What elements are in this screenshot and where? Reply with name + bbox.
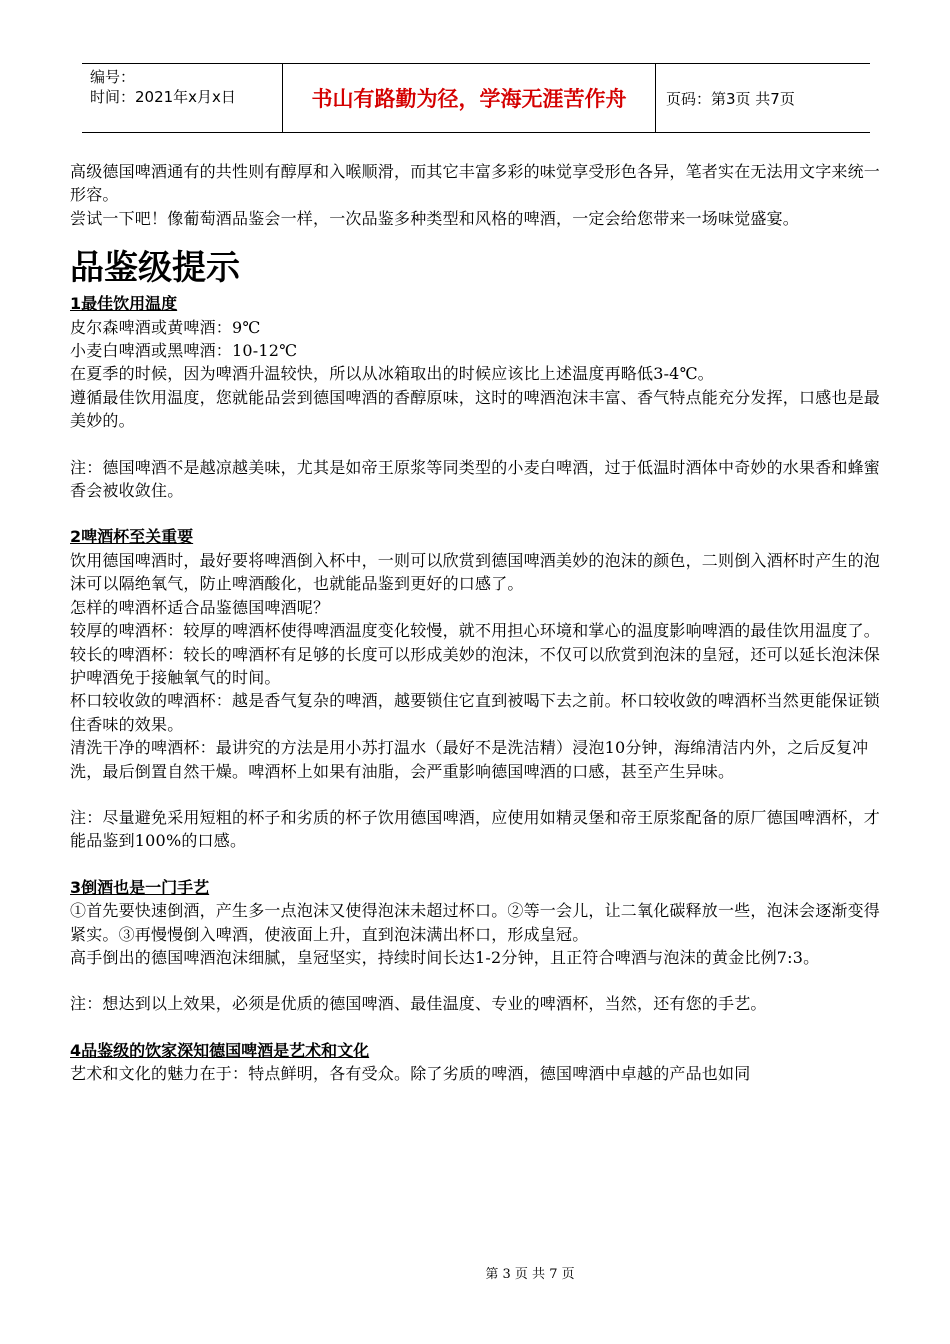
section-title: 3倒酒也是一门手艺 <box>70 877 210 897</box>
intro-paragraph: 尝试一下吧！像葡萄酒品鉴会一样，一次品鉴多种类型和风格的啤酒，一定会给您带来一场味觉盛宴。 <box>70 208 800 228</box>
section-title: 1最佳饮用温度 <box>70 294 178 314</box>
document-time-label: 时间：2021年x月x日 <box>90 88 236 106</box>
document-number-label: 编号： <box>90 68 136 86</box>
body-paragraph: 较长的啤酒杯：较长的啤酒杯有足够的长度可以形成美妙的泡沫，不仅可以欣赏到泡沫的皇冠，还可以延长泡沫保护啤酒免于接触氧气的时间。 <box>70 644 881 687</box>
header-motto-cell <box>282 64 656 132</box>
body-paragraph: 清洗干净的啤酒杯：最讲究的方法是用小苏打温水（最好不是洗洁精）浸泡10分钟，海绵清洁内外，之后反复冲洗，最后倒置自然干燥。啤酒杯上如果有油脂，会严重影响德国啤酒的口感，甚至产生异味。 <box>70 738 869 781</box>
body-paragraph: 小麦白啤酒或黑啤酒：10-12℃ <box>70 341 298 361</box>
page-heading: 品鉴级提示 <box>70 248 240 289</box>
header-meta <box>90 67 280 107</box>
body-paragraph: 高手倒出的德国啤酒泡沫细腻，皇冠坚实，持续时间长达1-2分钟，且正符合啤酒与泡沫的黄金比例7:3。 <box>70 947 820 967</box>
note-paragraph: 注：想达到以上效果，必须是优质的德国啤酒、最佳温度、专业的啤酒杯，当然，还有您的手艺。 <box>70 994 767 1014</box>
body-paragraph: ①首先要快速倒酒，产生多一点泡沫又使得泡沫未超过杯口。②等一会儿，让二氧化碳释放一些，泡沫会逐渐变得紧实。③再慢慢倒入啤酒，使液面上升，直到泡沫满出杯口，形成皇冠。 <box>70 901 881 944</box>
body-paragraph: 较厚的啤酒杯：较厚的啤酒杯使得啤酒温度变化较慢，就不用担心环境和掌心的温度影响啤酒的最佳饮用温度了。 <box>70 621 881 641</box>
page-header <box>82 63 870 133</box>
section-title: 4品鉴级的饮家深知德国啤酒是艺术和文化 <box>70 1040 370 1060</box>
body-paragraph: 遵循最佳饮用温度，您就能品尝到德国啤酒的香醇原味，这时的啤酒泡沫丰富、香气特点能充分发挥，口感也是最美妙的。 <box>70 387 881 431</box>
section-title: 2啤酒杯至关重要 <box>70 527 194 547</box>
body-paragraph: 艺术和文化的魅力在于：特点鲜明，各有受众。除了劣质的啤酒，德国啤酒中卓越的产品也如同 <box>70 1064 751 1084</box>
body-paragraph: 皮尔森啤酒或黄啤酒：9℃ <box>70 317 261 337</box>
body-paragraph: 怎样的啤酒杯适合品鉴德国啤酒呢？ <box>70 597 330 617</box>
document-body <box>70 160 885 1086</box>
header-motto: 书山有路勤为径，学海无涯苦作舟 <box>311 87 627 111</box>
body-paragraph: 饮用德国啤酒时，最好要将啤酒倒入杯中，一则可以欣赏到德国啤酒美妙的泡沫的颜色，二则倒入酒杯时产生的泡沫可以隔绝氧气，防止啤酒酸化，也就能品鉴到更好的口感了。 <box>70 550 881 594</box>
body-paragraph: 杯口较收敛的啤酒杯：越是香气复杂的啤酒，越要锁住它直到被喝下去之前。杯口较收敛的啤酒杯当然更能保证锁住香味的效果。 <box>70 691 881 734</box>
header-page-info: 页码：第3页 共7页 <box>666 89 795 108</box>
page-footer: 第 3 页 共 7 页 <box>485 1267 575 1282</box>
note-paragraph: 注：德国啤酒不是越凉越美味，尤其是如帝王原浆等同类型的小麦白啤酒，过于低温时酒体中奇妙的水果香和蜂蜜香会被收敛住。 <box>70 457 881 501</box>
body-paragraph: 在夏季的时候，因为啤酒升温较快，所以从冰箱取出的时候应该比上述温度再略低3-4℃。 <box>70 364 714 384</box>
intro-paragraph: 高级德国啤酒通有的共性则有醇厚和入喉顺滑，而其它丰富多彩的味觉享受形色各异，笔者实在无法用文字来统一形容。 <box>70 162 881 205</box>
note-paragraph: 注：尽量避免采用短粗的杯子和劣质的杯子饮用德国啤酒，应使用如精灵堡和帝王原浆配备的原厂德国啤酒杯，才能品鉴到100%的口感。 <box>70 807 881 851</box>
